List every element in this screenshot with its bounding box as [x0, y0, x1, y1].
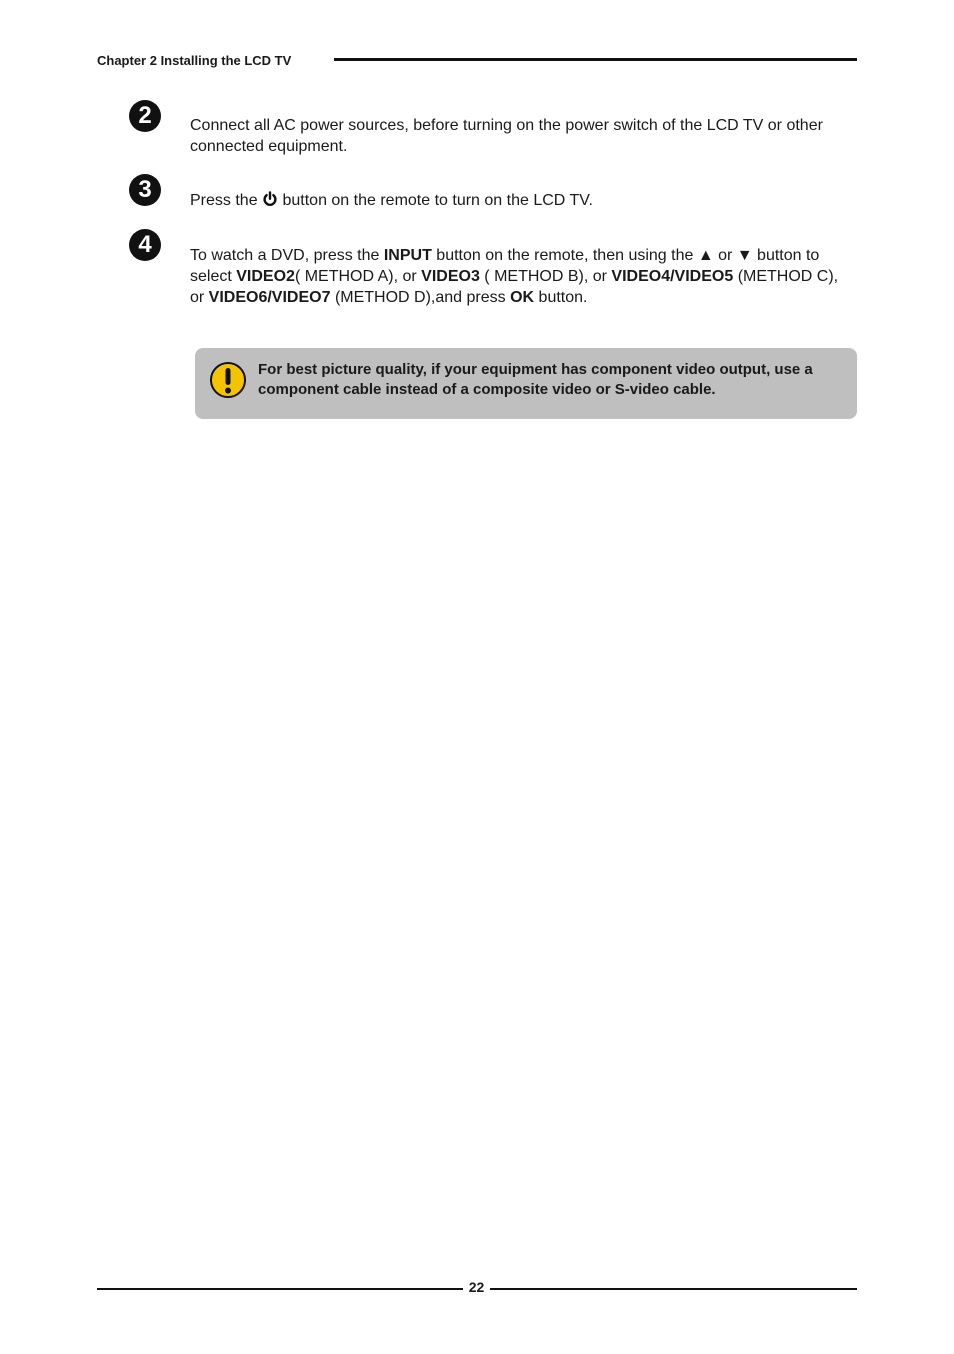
step-3-text-before: Press the: [190, 192, 263, 209]
ok-button-label: OK: [510, 289, 535, 306]
chapter-title: Chapter 2 Installing the LCD TV: [97, 53, 292, 68]
step-3-text: [190, 190, 845, 213]
video4-video5-label: VIDEO4/VIDEO5: [611, 268, 734, 285]
step-4-text: [190, 245, 845, 308]
step-4-segment: (METHOD C), or: [190, 268, 839, 306]
step-number-3: 3: [129, 174, 161, 206]
footer-rule-left: [97, 1288, 463, 1290]
page-number: 22: [468, 1279, 485, 1295]
input-button-label: INPUT: [383, 247, 432, 264]
step-number-2: 2: [129, 100, 161, 132]
step-4-segment: ( METHOD B), or: [479, 268, 612, 285]
note-box: [195, 348, 857, 419]
step-4-segment: button.: [534, 289, 588, 306]
step-number-4: 4: [129, 229, 161, 261]
header-rule: [334, 58, 857, 61]
step-4-segment: (METHOD D),and press: [330, 289, 511, 306]
step-4-segment: button on the remote, then using the ▲ or ▼ button to select: [190, 247, 820, 285]
video6-video7-label: VIDEO6/VIDEO7: [208, 289, 331, 306]
step-4-segment: ( METHOD A), or: [294, 268, 422, 285]
footer-rule-right: [490, 1288, 857, 1290]
power-icon: [262, 191, 278, 213]
video3-label: VIDEO3: [421, 268, 480, 285]
step-2-text: Connect all AC power sources, before turning on the power switch of the LCD TV or other connected equipment.: [190, 117, 823, 155]
note-text: For best picture quality, if your equipment has component video output, use a component cable instead of a composite video or S-video cable.: [258, 361, 813, 398]
warning-exclamation-icon: [210, 362, 246, 398]
video2-label: VIDEO2: [236, 268, 295, 285]
step-3-text-after: button on the remote to turn on the LCD TV.: [278, 192, 593, 209]
step-4-segment: To watch a DVD, press the: [190, 247, 384, 264]
